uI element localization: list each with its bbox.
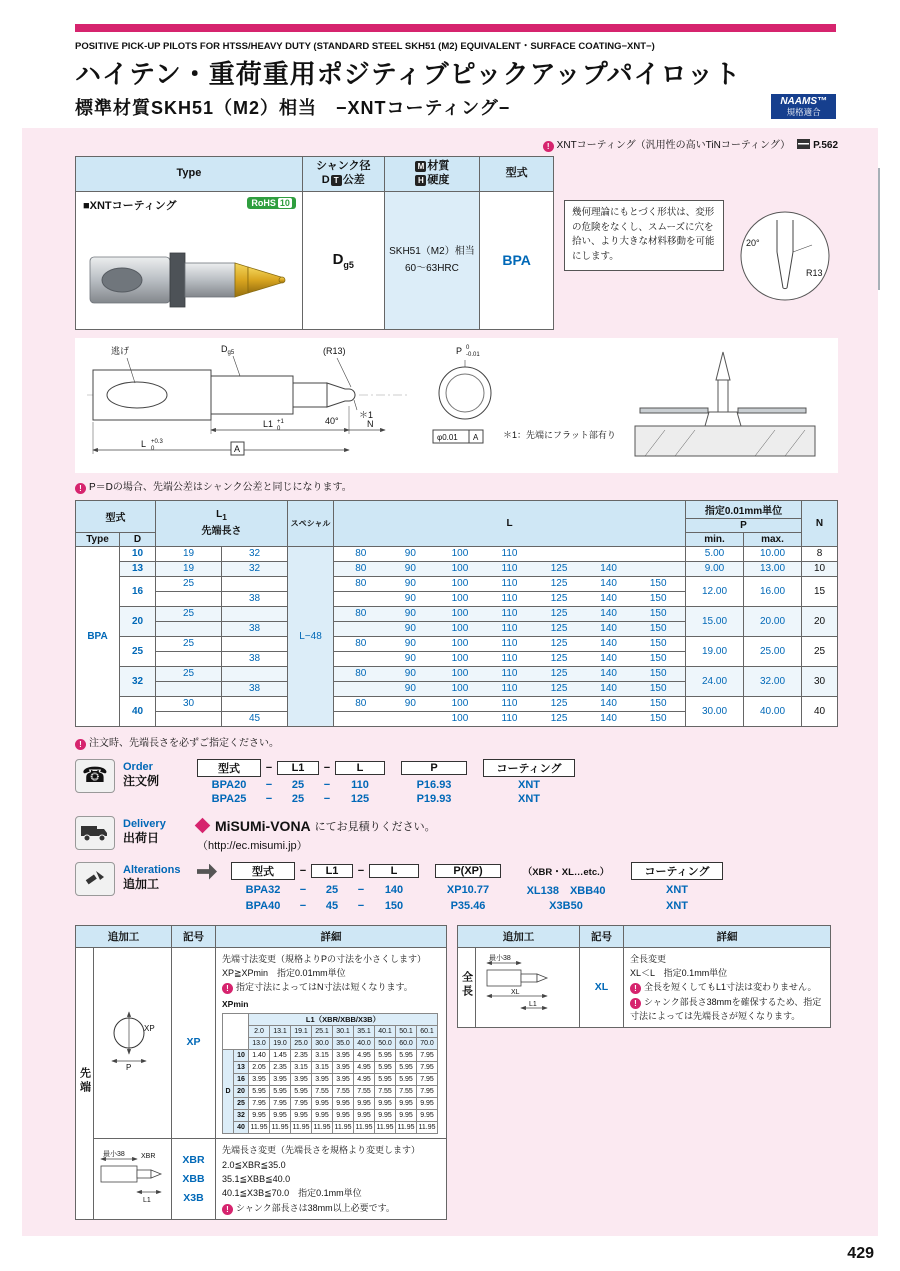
- xbr-detail-note: !シャンク部長さは38mm以上必要です。: [222, 1201, 440, 1215]
- order-label-jp: 注文例: [123, 773, 160, 788]
- note-icon: [75, 739, 86, 750]
- order-col-p: P: [401, 761, 467, 775]
- note-icon: [222, 983, 233, 994]
- hardness-symbol-icon: H: [415, 175, 426, 186]
- misumi-vona-brand: MiSUMi-VONA: [215, 817, 311, 834]
- delivery-label-jp: 出荷日: [123, 830, 160, 845]
- table-row: 38 90 100 110 125 140 150: [76, 591, 838, 606]
- bl-header-detail: 詳細: [216, 925, 447, 947]
- xpmin-table: L1（XBR/XBB/X3B） 2.0 13.1 19.1 25.1 30.1 35.1 40.1 50.1 60.1 13.0 19.0 25.0 30.0 35.0 40.0 50.0 60.0 70.0 D 10 1.40 1.45 2.35 3.15 3.95 4.95 5.95 5.95 7.95 13 2.05 2.35 3.15 3.15 3.95 4.95 5.95 5.95 7.95 16 3.95 3.95 3.95 3.95 3.95 4.95 5.95 5.95 7.95 20 5.95 5.95 5.95 7.55 7.55 7.55 7.55 7.55 7.95 25 7.95 7.95 7.95 9.95 9.95 9.95 9.95 9.95 9.95 32 9.95 9.95 9.95 9.95 9.95 9.95 9.95 9.95 9.95 40 11.95 11.95 11.95 11.95 11.95 11.95 11.95 11.95 11.95: [222, 1013, 438, 1134]
- rohs-label: RoHS: [251, 197, 276, 208]
- delivery-section: [75, 816, 838, 853]
- table-row: BPA 10 19 32 L−48 80 90 100 110 5.00 10.00 8: [76, 546, 838, 561]
- table-row: 20 5.95 5.95 5.95 7.55 7.55 7.55 7.55 7.55 7.95: [223, 1086, 438, 1098]
- header-type: Type: [76, 532, 120, 546]
- page-header: [0, 0, 900, 120]
- xbr-detail-line1: 先端長さ変更（先端長さを規格より変更します）: [222, 1145, 421, 1156]
- spec-header-material: [384, 157, 480, 192]
- shank-tol: 公差: [342, 173, 365, 186]
- br-header-alter: 追加工: [458, 925, 580, 947]
- order-example-row: BPA20 − 25 − 110 P16.93 XNT: [211, 778, 540, 791]
- coating-note-text: XNTコーティング（汎用性の高いTiNコーティング）: [556, 140, 791, 151]
- table-row: 16 25 80 90 100 110 125 140 150 12.00 16.00 15: [76, 576, 838, 591]
- br-header-symbol: 記号: [580, 925, 624, 947]
- page-title: ハイテン・重荷重用ポジティブピックアップパイロット: [75, 59, 742, 89]
- table-row: D 10 1.40 1.45 2.35 3.15 3.95 4.95 5.95 5.95 7.95: [223, 1050, 438, 1062]
- material-grade: SKH51（M2）相当: [389, 246, 475, 257]
- english-title: POSITIVE PICK-UP PILOTS FOR HTSS/HEAVY DUTY (STANDARD STEEL SKH51 (M2) EQUIVALENT・SURFACE COATING−XNT−): [75, 41, 655, 52]
- xl-detail-line2: XL＜L 指定0.1mm単位: [630, 967, 728, 978]
- header-min: min.: [686, 532, 744, 546]
- tolerance-note: [75, 478, 838, 494]
- order-example: [197, 759, 575, 807]
- alt-col-model: 型式: [231, 862, 295, 880]
- header-d: D: [120, 532, 156, 546]
- header-special: スペシャル: [288, 500, 334, 546]
- shank-diameter-value: [302, 191, 384, 329]
- l-tol-up: +0.3: [151, 438, 163, 445]
- xp-detail-line1: 先端寸法変更（規格よりPの寸法を小さくします）: [222, 953, 427, 964]
- order-section: [75, 759, 838, 807]
- shank-header-line1: シャンク径: [315, 160, 371, 172]
- table-row: [76, 1139, 447, 1220]
- dimension-drawing: [75, 338, 838, 473]
- spec-table: [75, 156, 554, 330]
- page-subtitle: 標準材質SKH51（M2）相当 −XNTコーティング−: [75, 98, 511, 118]
- alterations-example-row: BPA32 − 25 − 140 XP10.77 XL138 XBB40 XNT: [245, 883, 688, 897]
- l1-tol-up: +1: [277, 418, 284, 425]
- table-row: 40 11.95 11.95 11.95 11.95 11.95 11.95 11.95 11.95 11.95: [223, 1122, 438, 1134]
- tip-side-label: 先端: [76, 947, 94, 1220]
- flat-tip-note: ＊1：先端にフラット部有り: [503, 429, 616, 440]
- spec-header-model: 型式: [480, 157, 554, 192]
- material-label: 材質: [427, 160, 450, 172]
- geometric-tolerance-value: φ0.01: [437, 432, 458, 442]
- r13-label: (R13): [323, 345, 346, 356]
- table-row: 16 3.95 3.95 3.95 3.95 3.95 4.95 5.95 5.95 7.95: [223, 1074, 438, 1086]
- accent-bar: [75, 24, 836, 32]
- spec-header-type: Type: [76, 157, 303, 192]
- table-row: 25 25 80 90 100 110 125 140 150 19.00 25.00 25: [76, 636, 838, 651]
- header-l1: $L_1$ 先端長さ: [156, 500, 288, 546]
- order-example-row: BPA25 − 25 − 125 P19.93 XNT: [211, 792, 540, 805]
- order-note-text: 注文時、先端長さを必ずご指定ください。: [89, 737, 279, 749]
- shank-value-tolerance: g5: [343, 259, 354, 270]
- main-table-body: [76, 546, 838, 726]
- l-dim-label: L: [141, 438, 147, 449]
- xp-detail: [216, 947, 447, 1139]
- table-row: [76, 191, 554, 329]
- xpmin-label: XPmin: [222, 998, 249, 1009]
- tip-alterations-table: [75, 925, 447, 1221]
- xp-diagram: [94, 947, 172, 1139]
- table-row: 38 90 100 110 125 140 150: [76, 651, 838, 666]
- alt-col-l: L: [369, 864, 419, 878]
- tip-detail-circle-drawing: [732, 200, 838, 308]
- l-tol-dn: 0: [151, 445, 155, 452]
- xl-detail: [624, 947, 831, 1028]
- naams-badge: [771, 94, 836, 119]
- order-col-l: L: [335, 761, 385, 775]
- table-row: 40 30 80 90 100 110 125 140 150 30.00 40.00 40: [76, 696, 838, 711]
- feature-note-box: 幾何理論にもとづく形状は、変形の危険をなくし、スムーズに穴を拾い、より大きな材料移動を可能にします。: [564, 200, 724, 271]
- xl-label: XL: [510, 988, 520, 996]
- rohs-number: 10: [279, 197, 290, 208]
- xp-diagram-label: XP: [143, 1024, 155, 1034]
- note-icon: [75, 483, 86, 494]
- dimension-drawing-box: [75, 338, 838, 473]
- detail-angle-label: 20°: [746, 238, 760, 248]
- coating-type-label: ■XNTコーティング: [83, 199, 177, 212]
- content-panel: [22, 128, 878, 1236]
- tolerance-symbol-icon: T: [331, 175, 342, 186]
- tolerance-note-text: P＝Dの場合、先端公差はシャンク公差と同じになります。: [89, 481, 352, 493]
- length-alterations-table: [457, 925, 831, 1029]
- header-l: L: [334, 500, 686, 546]
- l1-tol-dn: 0: [277, 425, 281, 432]
- order-col-coating: コーティング: [483, 759, 575, 777]
- alterations-section: [75, 862, 838, 914]
- bl-header-alter: 追加工: [76, 925, 172, 947]
- model-code: BPA: [480, 191, 554, 329]
- tip-angle-label: 40°: [325, 415, 339, 426]
- material-symbol-icon: M: [415, 161, 426, 172]
- flat-star-label: ＊1: [359, 409, 374, 420]
- xbr-symbols: XBR XBB X3B: [172, 1139, 216, 1220]
- note-icon: [630, 998, 641, 1009]
- p-tol-up: 0: [466, 344, 470, 351]
- main-dimension-table: [75, 500, 838, 727]
- xp-detail-line2: XP≧XPmin 指定0.01mm単位: [222, 967, 346, 978]
- page-reference: P.562: [813, 140, 838, 151]
- order-header-row: 型式 − L1 − L P コーティング: [197, 759, 575, 777]
- xl-detail-note2: !シャンク部長さ38mmを確保するため、指定寸法によっては先端長さが短くなります。: [630, 995, 824, 1024]
- alterations-label-en: Alterations: [123, 863, 181, 876]
- alt-col-p: P(XP): [435, 864, 501, 878]
- alterations-example: [231, 862, 723, 914]
- xbr-min38-label: 最小38: [102, 1150, 125, 1158]
- pilot-product-image: [88, 241, 293, 319]
- header-p: P: [686, 518, 802, 532]
- order-col-l1: L1: [277, 761, 319, 775]
- xp-detail-note: !指定寸法によってはN寸法は短くなります。: [222, 980, 440, 994]
- table-row: 13 2.05 2.35 3.15 3.15 3.95 4.95 5.95 5.95 7.95: [223, 1062, 438, 1074]
- xp-diagram-p-label: P: [125, 1063, 131, 1072]
- alt-col-etc: （XBR・XL…etc.）: [522, 866, 610, 878]
- detail-radius-label: R13: [806, 268, 823, 278]
- type-cell: [76, 191, 303, 329]
- ecommerce-url: （http://ec.misumi.jp）: [197, 839, 308, 852]
- relief-label: 逃げ: [111, 345, 130, 356]
- xl-l1-label: L1: [528, 1000, 537, 1008]
- page-number: 429: [847, 1245, 874, 1262]
- xbr-range2: 35.1≦XBB≦40.0: [222, 1174, 291, 1185]
- shank-d: D: [321, 173, 330, 186]
- p-tol-dn: -0.01: [466, 351, 480, 358]
- xl-detail-note1: !全長を短くしてもL1寸法は変わりません。: [630, 980, 824, 994]
- alterations-label-jp: 追加工: [123, 876, 160, 891]
- table-row: 25 7.95 7.95 7.95 9.95 9.95 9.95 9.95 9.95 9.95: [223, 1098, 438, 1110]
- xbr-l1-label: L1: [142, 1196, 151, 1204]
- phone-icon: ☎: [75, 759, 115, 793]
- header-n: N: [802, 500, 838, 546]
- geometric-tolerance-datum: A: [473, 432, 479, 442]
- naams-label: NAAMS™: [780, 96, 827, 107]
- delivery-text: にてお見積りください。: [314, 820, 436, 833]
- note-icon: [630, 983, 641, 994]
- svg-text:Dg5: [221, 344, 235, 356]
- xl-diagram: [476, 947, 580, 1028]
- d-dim-tolerance: g5: [227, 349, 235, 356]
- br-header-detail: 詳細: [624, 925, 831, 947]
- xp-symbol: XP: [172, 947, 216, 1139]
- table-row: 20 25 80 90 100 110 125 140 150 15.00 20.00 20: [76, 606, 838, 621]
- l1-dim-label: L1: [263, 418, 274, 429]
- alterations-tool-icon: [75, 862, 115, 896]
- rohs-badge: [247, 197, 296, 209]
- truck-icon: [75, 816, 115, 850]
- delivery-label-en: Delivery: [123, 817, 166, 830]
- header-max: max.: [744, 532, 802, 546]
- header-model: 型式: [76, 500, 156, 532]
- alterations-header-row: 型式 − L1 − L P(XP) （XBR・XL…etc.） コーティング: [231, 862, 723, 880]
- table-row: 13 19 32 80 90 100 110 125 140 9.00 13.00 10: [76, 561, 838, 576]
- length-side-label: 全長: [458, 947, 476, 1028]
- table-row: 38 90 100 110 125 140 150: [76, 621, 838, 636]
- spec-header-shank: [302, 157, 384, 192]
- note-icon: [222, 1204, 233, 1215]
- d-dim-label: D: [221, 343, 228, 354]
- order-instruction-note: [75, 734, 838, 750]
- naams-sublabel: 規格適合: [786, 106, 821, 117]
- coating-reference-note: [75, 136, 838, 152]
- alt-col-coating: コーティング: [631, 862, 723, 880]
- datum-a-label: A: [234, 443, 241, 454]
- table-row: 32 9.95 9.95 9.95 9.95 9.95 9.95 9.95 9.95 9.95: [223, 1110, 438, 1122]
- machining-icon: [197, 864, 217, 880]
- table-row: 45 100 110 125 140 150: [76, 711, 838, 726]
- bl-header-symbol: 記号: [172, 925, 216, 947]
- xbr-range1: 2.0≦XBR≦35.0: [222, 1159, 286, 1170]
- table-row: 32 25 80 90 100 110 125 140 150 24.00 32.00 30: [76, 666, 838, 681]
- n-dim-label: N: [367, 418, 374, 429]
- order-label-en: Order: [123, 760, 153, 773]
- table-row: 38 90 100 110 125 140 150: [76, 681, 838, 696]
- alt-col-l1: L1: [311, 864, 353, 878]
- material-hardness: 60〜63HRC: [404, 263, 459, 274]
- misumi-vona-logo-icon: [195, 818, 211, 834]
- delivery-info: [197, 816, 436, 853]
- xl-min38-label: 最小38: [488, 954, 511, 962]
- catalog-book-icon: [797, 139, 810, 149]
- table-row: [76, 947, 447, 1139]
- alterations-example-row: BPA40 − 45 − 150 P35.46 X3B50 XNT: [245, 899, 688, 912]
- header-unit: 指定0.01mm単位: [686, 500, 802, 518]
- p-dim-label: P: [456, 345, 463, 356]
- xbr-detail: [216, 1139, 447, 1220]
- shank-value-d: D: [332, 250, 344, 268]
- order-col-model: 型式: [197, 759, 261, 777]
- hardness-label: 硬度: [427, 173, 450, 186]
- xbr-label: XBR: [140, 1152, 155, 1160]
- xbr-diagram: [94, 1139, 172, 1220]
- xbr-range3: 40.1≦X3B≦70.0 指定0.1mm単位: [222, 1188, 362, 1199]
- note-icon: [543, 141, 554, 152]
- xl-detail-line1: 全長変更: [630, 953, 667, 964]
- xl-symbol: XL: [580, 947, 624, 1028]
- table-row: [458, 947, 831, 1028]
- material-value: [384, 191, 480, 329]
